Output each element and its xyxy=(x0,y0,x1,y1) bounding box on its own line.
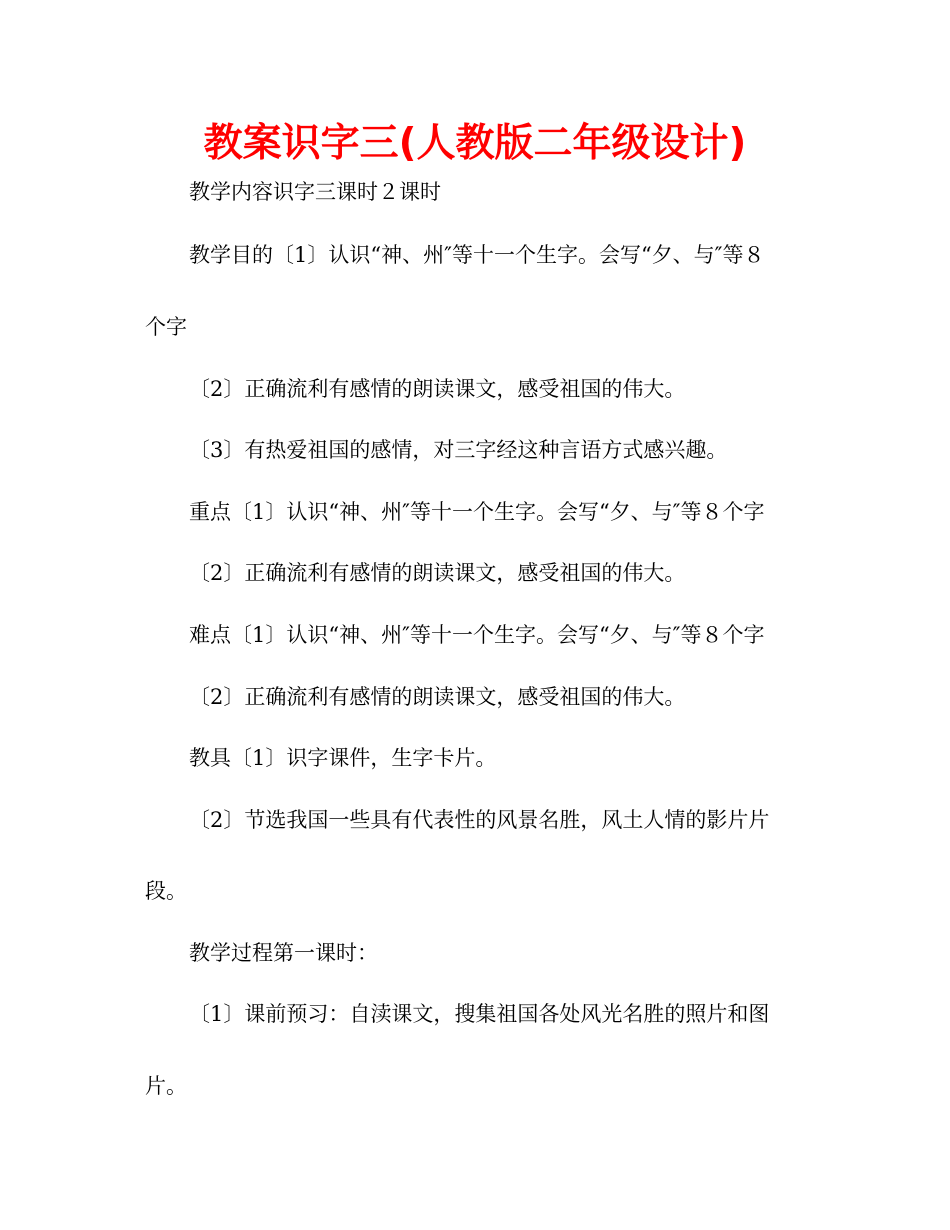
line-difficulty-1: 难点〔1〕认识“神、州″等十一个生字。会写“夕、与″等８个字 xyxy=(189,623,765,647)
line-process-step-1-continued: 片。 xyxy=(145,1074,187,1098)
line-teaching-goal: 教学目的〔1〕认识“神、州″等十一个生字。会写“夕、与″等８ xyxy=(189,243,765,267)
line-goal-2: 〔2〕正确流利有感情的朗读课文，感受祖国的伟大。 xyxy=(189,377,686,401)
line-teaching-content: 教学内容识字三课时２课时 xyxy=(189,180,441,204)
line-key-point-1: 重点〔1〕认识“神、州″等十一个生字。会写“夕、与″等８个字 xyxy=(189,500,765,524)
line-teaching-goal-continued: 个字 xyxy=(145,315,187,339)
line-difficulty-2: 〔2〕正确流利有感情的朗读课文，感受祖国的伟大。 xyxy=(189,685,686,709)
line-process-step-1: 〔1〕课前预习：自渎课文，搜集祖国各处风光名胜的照片和图 xyxy=(189,1002,770,1026)
line-teaching-process: 教学过程第一课时： xyxy=(189,941,378,965)
line-key-point-2: 〔2〕正确流利有感情的朗读课文，感受祖国的伟大。 xyxy=(189,561,686,585)
document-title: 教案识字三(人教版二年级设计) xyxy=(203,121,747,166)
line-goal-3: 〔3〕有热爱祖国的感情，对三字经这种言语方式感兴趣。 xyxy=(189,438,728,462)
line-teaching-aids-2: 〔2〕节选我国一些具有代表性的风景名胜，风土人情的影片片 xyxy=(189,808,770,832)
line-teaching-aids-2-continued: 段。 xyxy=(145,879,187,903)
line-teaching-aids-1: 教具〔1〕识字课件，生字卡片。 xyxy=(189,746,497,770)
